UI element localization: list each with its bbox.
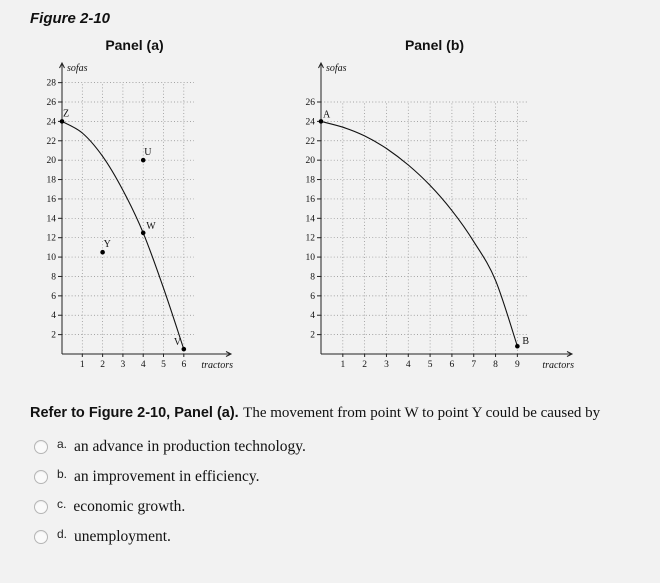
option-c-letter: c. bbox=[57, 496, 67, 511]
svg-text:V: V bbox=[173, 337, 182, 349]
svg-text:4: 4 bbox=[310, 311, 315, 322]
question-stem bbox=[30, 402, 660, 424]
svg-text:3: 3 bbox=[120, 360, 126, 370]
svg-text:12: 12 bbox=[46, 233, 56, 244]
svg-text:12: 12 bbox=[305, 233, 315, 244]
svg-text:tractors: tractors bbox=[201, 360, 233, 371]
option-row-d[interactable] bbox=[34, 522, 660, 552]
svg-text:sofas: sofas bbox=[67, 63, 88, 74]
question-prefix: Refer to Figure 2-10, Panel (a). bbox=[30, 405, 239, 421]
svg-text:18: 18 bbox=[305, 175, 315, 186]
svg-text:26: 26 bbox=[46, 98, 56, 109]
svg-text:8: 8 bbox=[51, 272, 56, 283]
svg-text:Y: Y bbox=[103, 239, 111, 251]
svg-text:18: 18 bbox=[46, 175, 56, 186]
svg-text:A: A bbox=[323, 109, 331, 121]
svg-text:6: 6 bbox=[51, 291, 56, 302]
option-a-text: an advance in production technology. bbox=[74, 437, 306, 455]
svg-text:20: 20 bbox=[305, 156, 315, 167]
answer-options bbox=[34, 432, 660, 552]
panel-b-title: Panel (b) bbox=[404, 37, 465, 53]
svg-text:10: 10 bbox=[46, 253, 56, 264]
svg-text:22: 22 bbox=[46, 136, 56, 147]
svg-text:5: 5 bbox=[427, 360, 433, 370]
option-a-radio[interactable] bbox=[34, 440, 48, 454]
svg-text:sofas: sofas bbox=[326, 63, 347, 74]
option-b-radio[interactable] bbox=[34, 470, 48, 484]
svg-text:B: B bbox=[522, 336, 530, 348]
option-row-c[interactable] bbox=[34, 492, 660, 522]
svg-text:22: 22 bbox=[305, 136, 315, 147]
figure-panels bbox=[0, 37, 660, 376]
question-text: The movement from point W to point Y could be caused by bbox=[243, 405, 601, 421]
svg-text:W: W bbox=[146, 220, 156, 232]
svg-text:6: 6 bbox=[181, 360, 187, 370]
svg-text:5: 5 bbox=[161, 360, 166, 370]
svg-text:7: 7 bbox=[471, 360, 477, 370]
panel-a bbox=[28, 37, 241, 376]
svg-text:8: 8 bbox=[493, 360, 498, 370]
svg-text:6: 6 bbox=[449, 360, 455, 370]
option-d-radio[interactable] bbox=[34, 530, 48, 544]
svg-text:24: 24 bbox=[305, 117, 315, 128]
svg-text:tractors: tractors bbox=[542, 360, 574, 371]
svg-text:6: 6 bbox=[310, 291, 315, 302]
svg-text:9: 9 bbox=[514, 360, 520, 370]
svg-text:10: 10 bbox=[305, 253, 315, 264]
svg-text:2: 2 bbox=[51, 330, 56, 341]
svg-text:16: 16 bbox=[46, 194, 56, 205]
option-d-letter: d. bbox=[57, 526, 68, 541]
svg-text:26: 26 bbox=[305, 98, 315, 109]
svg-text:1: 1 bbox=[79, 360, 85, 370]
svg-text:8: 8 bbox=[310, 272, 315, 283]
option-b-letter: b. bbox=[57, 466, 68, 481]
option-c-radio[interactable] bbox=[34, 500, 48, 514]
svg-text:Z: Z bbox=[63, 108, 70, 120]
option-b-text: an improvement in efficiency. bbox=[74, 467, 260, 485]
svg-text:1: 1 bbox=[340, 360, 346, 370]
panel-b bbox=[287, 37, 582, 376]
svg-text:16: 16 bbox=[305, 194, 315, 205]
svg-text:24: 24 bbox=[46, 117, 56, 128]
option-row-b[interactable] bbox=[34, 462, 660, 492]
svg-text:2: 2 bbox=[362, 360, 368, 370]
svg-text:2: 2 bbox=[100, 360, 105, 370]
svg-text:2: 2 bbox=[310, 330, 315, 341]
figure-title: Figure 2-10 bbox=[30, 10, 111, 27]
svg-text:14: 14 bbox=[305, 214, 315, 225]
svg-text:4: 4 bbox=[140, 360, 146, 370]
option-d-text: unemployment. bbox=[74, 527, 171, 545]
svg-text:3: 3 bbox=[384, 360, 389, 370]
panel-a-chart bbox=[28, 57, 241, 376]
svg-text:14: 14 bbox=[46, 214, 56, 225]
option-a-letter: a. bbox=[57, 436, 68, 451]
svg-text:20: 20 bbox=[46, 156, 56, 167]
option-c-text: economic growth. bbox=[73, 497, 186, 515]
panel-b-chart bbox=[287, 57, 582, 376]
svg-text:4: 4 bbox=[51, 311, 56, 322]
panel-a-title: Panel (a) bbox=[105, 37, 164, 53]
svg-text:U: U bbox=[144, 147, 152, 159]
option-row-a[interactable] bbox=[34, 432, 660, 462]
svg-text:28: 28 bbox=[46, 78, 56, 89]
svg-text:4: 4 bbox=[405, 360, 411, 370]
